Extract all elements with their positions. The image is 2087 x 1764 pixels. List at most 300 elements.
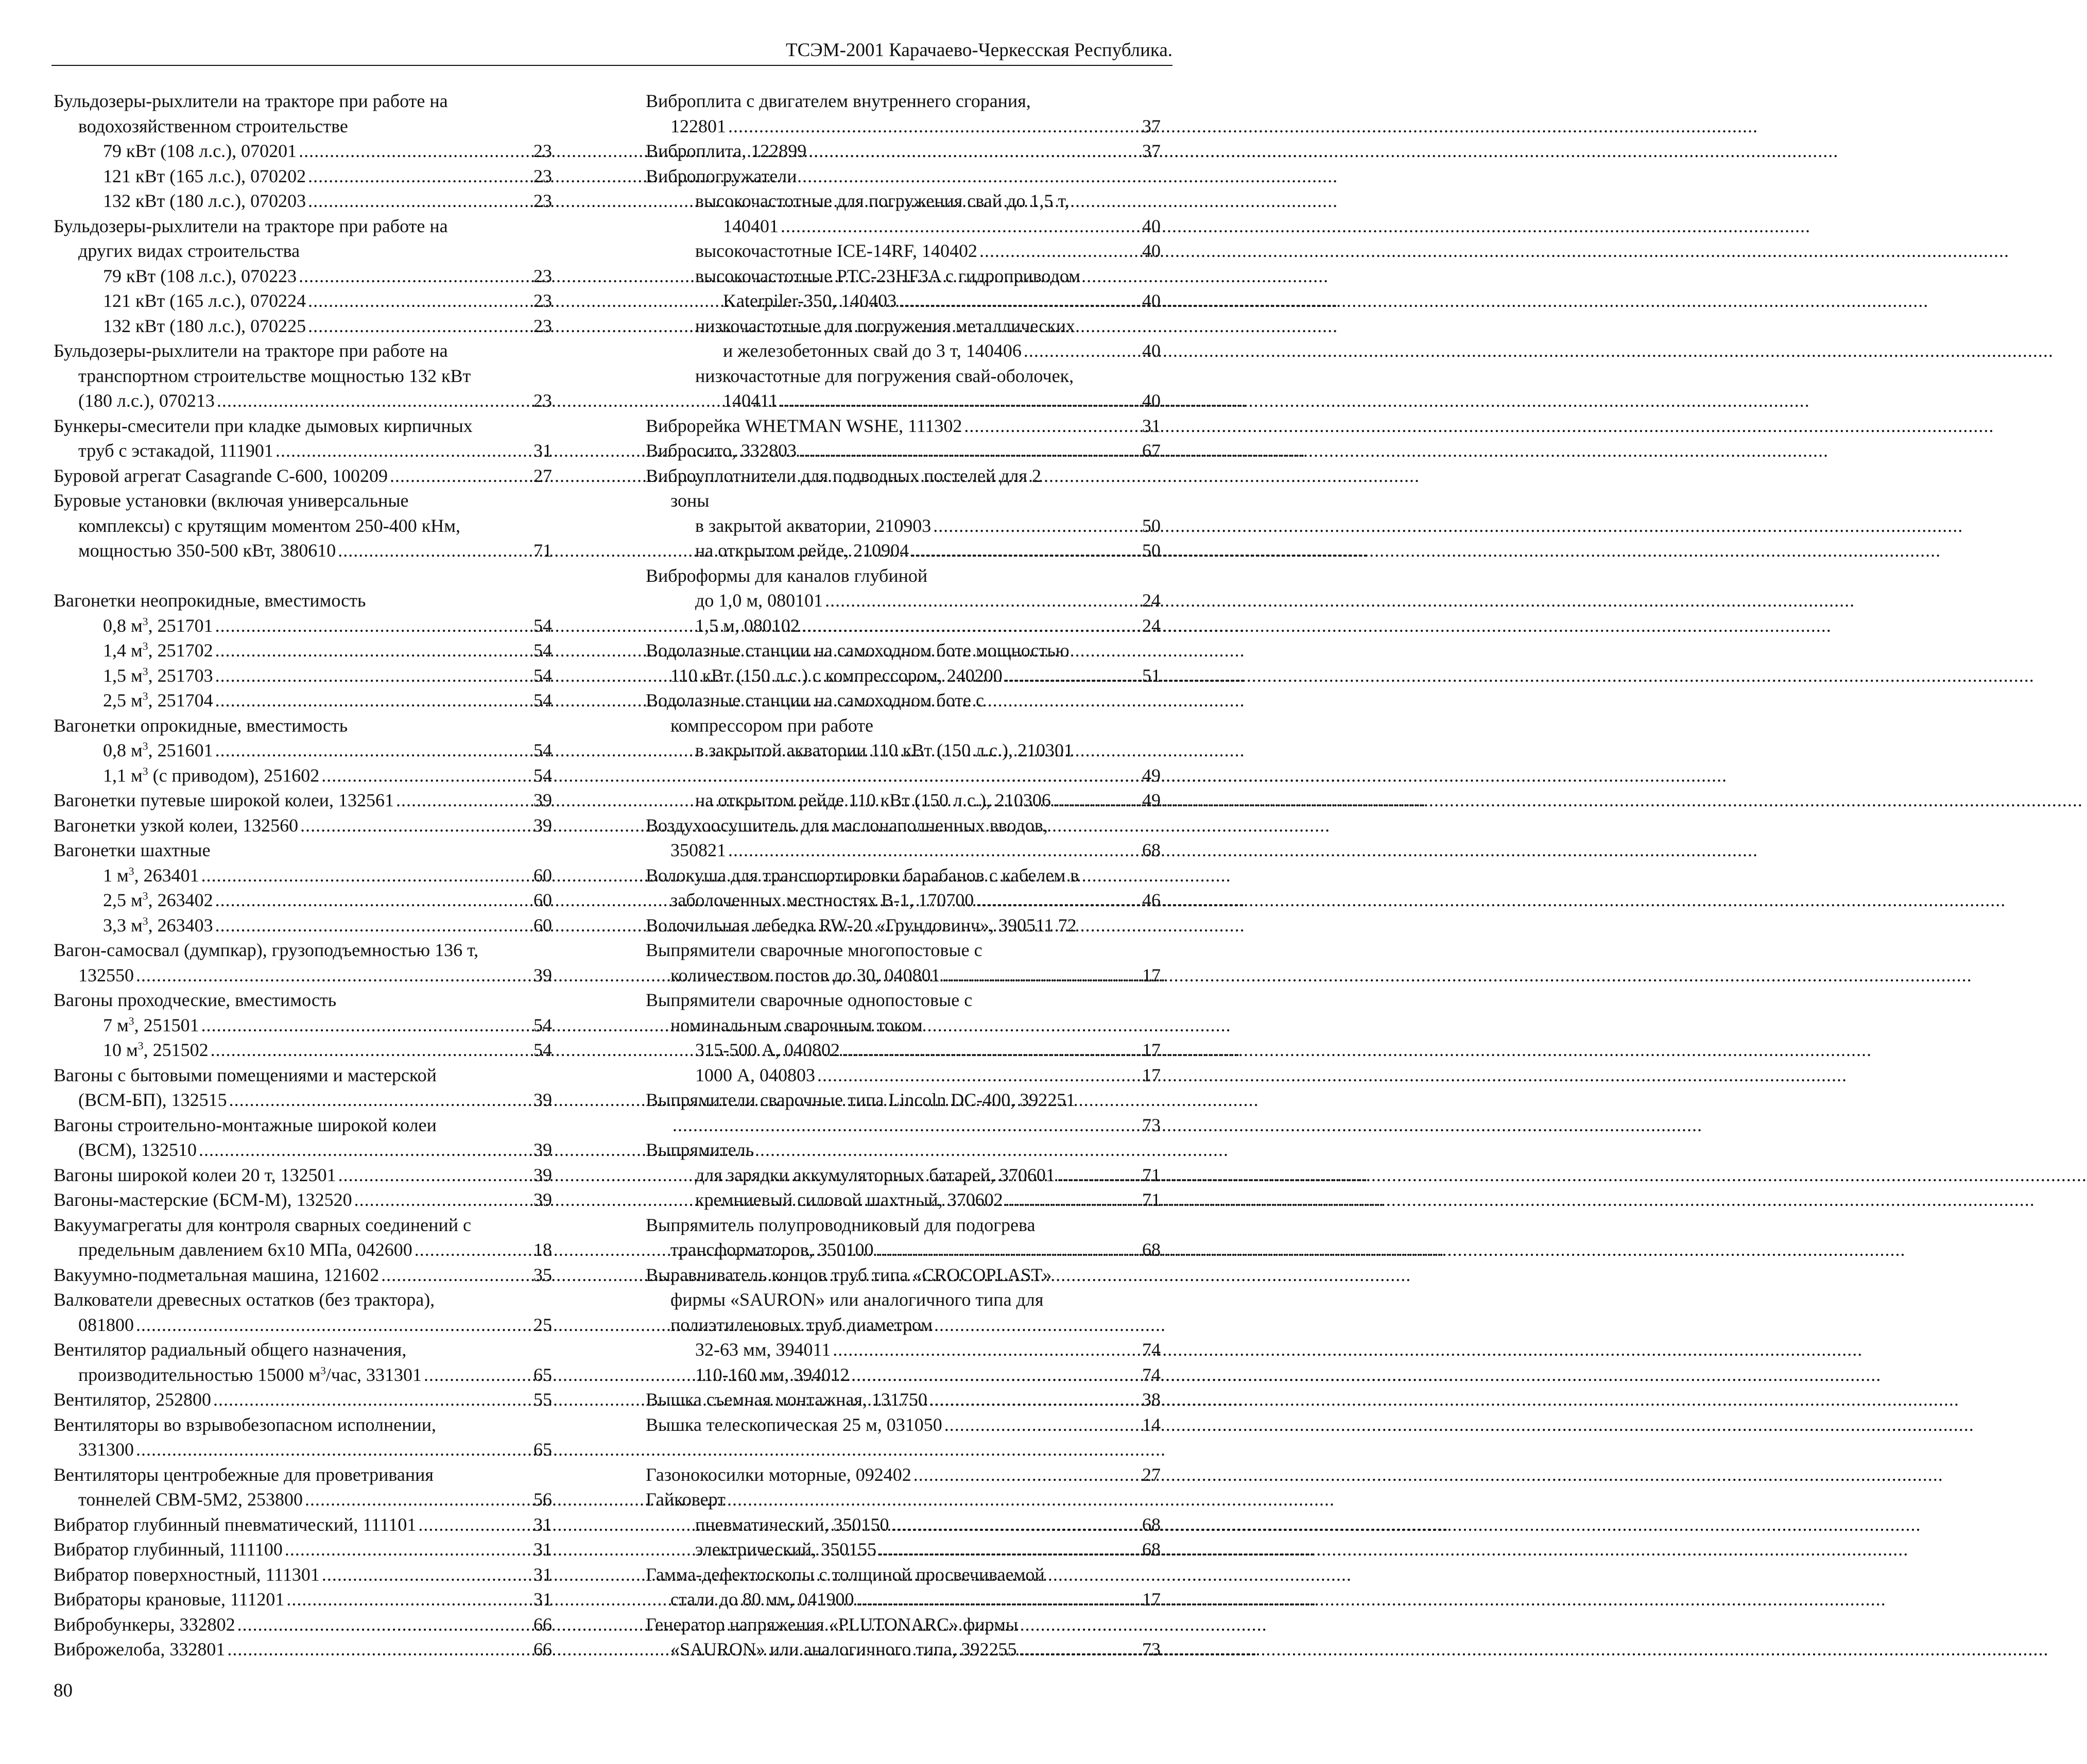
index-entry [646,513,1161,539]
page-ref: 54 [533,690,552,711]
page-ref: 40 [1142,240,1161,261]
dot-leader [929,1387,1140,1412]
dot-leader [381,1263,531,1288]
page-ref: 24 [1142,615,1161,636]
index-entry: Выпрямители сварочные многопостовые с [646,940,982,960]
index-entry [646,438,1161,463]
index-column-right [646,89,1161,1662]
index-entry [646,338,1161,364]
index-entry [54,1187,552,1213]
entry-text: 315-500 А, 040802 [695,1040,840,1060]
dot-leader [781,214,1140,239]
dot-leader [237,1612,531,1637]
dot-leader [215,688,531,713]
index-entry [54,1163,552,1188]
page-ref: 23 [533,265,552,286]
index-entry: Бульдозеры-рыхлители на тракторе при работе на [54,340,448,361]
index-entry [54,1237,552,1263]
entry-text: для зарядки аккумуляторных батарей, 370601 [695,1164,1055,1185]
dot-leader [215,738,531,763]
dot-leader [780,388,1140,413]
entry-text: 122801 [670,115,726,136]
entry-text: стали до 80 мм, 041900 [670,1589,854,1610]
index-entry [646,538,1161,563]
entry-text: Вакуумно-подметальная машина, 121602 [54,1264,380,1285]
page-ref: 31 [533,1589,552,1610]
page-ref: 24 [1142,590,1161,611]
index-entry [54,1587,552,1612]
page-ref: 68 [1142,1514,1161,1535]
entry-text: электрический, 350155 [695,1539,877,1560]
page-ref: 17 [1142,1064,1161,1085]
index-entry: Водолазные станции на самоходном боте мощностью [646,640,1070,661]
entry-text: 1,1 $м^3$ (с приводом), 251602 [103,765,320,786]
index-entry: Вентиляторы центробежные для проветривания [54,1464,434,1485]
index-entry [646,1337,1161,1362]
dot-leader [215,638,531,663]
page-ref: 71 [1142,1164,1161,1185]
dot-leader [213,1387,531,1412]
entry-text: Вибратор глубинный пневматический, 111101 [54,1514,417,1535]
entry-text: 140411 [723,390,778,411]
index-entry: номинальным сварочным током [670,1014,923,1035]
index-entry: компрессором при работе [670,715,874,736]
index-entry: Выпрямители сварочные однопостовые с [646,990,973,1010]
page-ref: 39 [533,1189,552,1210]
page-ref: 54 [533,740,552,760]
entry-text: до 1,0 м, 080101 [695,590,823,611]
entry-text: на открытом рейде, 210904 [695,540,909,561]
entry-text: 350821 [670,840,726,860]
page-ref: 74 [1142,1364,1161,1385]
page-ref: 54 [533,640,552,661]
index-entry [646,114,1161,139]
dot-leader [933,513,1140,539]
page-ref: 39 [533,1089,552,1110]
page-ref: 39 [533,1139,552,1160]
index-entry: Вагонетки шахтные [54,840,211,860]
entry-text: Вагоны-мастерские (БСМ-М), 132520 [54,1189,352,1210]
index-entry: транспортном строительстве мощностью 132 кВт [78,365,471,386]
dot-leader [856,1587,1140,1612]
dot-leader [215,913,531,938]
entry-text: 0,8 $м^3$, 251701 [103,615,213,636]
dot-leader [878,1537,1140,1562]
entry-text: Буровой агрегат Casagrande C-600, 100209 [54,465,388,486]
entry-text: мощностью 350-500 кВт, 380610 [78,540,336,561]
index-entry: Волочильная лебедка RW-20 «Грундовинч», 390511 72 [646,914,1077,936]
index-entry: Вагон-самосвал (думпкар), грузоподъемностью 136 т, [54,940,479,960]
dot-leader [728,114,1140,139]
entry-text: 2,5 $м^3$, 263402 [103,890,213,910]
index-entry: Гамма-дефектоскопы с толщиной просвечиваемой [646,1564,1045,1585]
index-entry [646,888,1161,913]
page-ref: 73 [1142,1114,1161,1135]
entry-text: (180 л.с.), 070213 [78,390,215,411]
entry-text: 121 кВт (165 л.с.), 070202 [103,165,306,186]
entry-text: 0,8 $м^3$, 251601 [103,740,213,760]
page-ref: 31 [533,1564,552,1585]
index-entry [54,1537,552,1562]
dot-leader [215,613,531,638]
index-entry [54,1512,552,1537]
index-entry [646,1412,1161,1438]
page-ref: 27 [533,465,552,486]
dot-leader [308,288,531,314]
dot-leader [1053,788,1140,813]
index-entry [646,1462,1161,1488]
index-entry [646,763,1161,788]
page-ref: 38 [1142,1389,1161,1410]
entry-text: 331300 [78,1439,134,1460]
page-ref: 65 [533,1439,552,1460]
entry-text: кремниевый силовой шахтный, 370602 [695,1189,1003,1210]
dot-leader [1005,1187,1140,1213]
entry-text: Виброрейка WHETMAN WSHE, 111302 [646,415,962,436]
dot-leader [964,413,1140,439]
page-ref: 74 [1142,1339,1161,1360]
index-entry [54,438,552,463]
dot-leader [802,613,1140,638]
entry-text: и железобетонных свай до 3 т, 140406 [723,340,1022,361]
dot-leader [415,1237,531,1263]
index-entry [54,963,552,988]
index-entry: Вентилятор радиальный общего назначения, [54,1339,407,1360]
entry-text: Вентилятор, 252800 [54,1389,212,1410]
index-entry: Вентиляторы во взрывобезопасном исполнении, [54,1414,437,1435]
entry-text: Вышка съемная монтажная, 131750 [646,1389,927,1410]
entry-text: Виброжелоба, 332801 [54,1639,226,1659]
index-entry [646,963,1161,988]
index-entry [54,1562,552,1587]
index-entry [54,663,552,688]
dot-leader [215,888,531,913]
index-entry [646,1187,1161,1213]
dot-leader [338,1163,531,1188]
dot-leader [299,139,531,164]
index-entry [646,288,1161,314]
dot-leader [899,288,1140,314]
page-number: 80 [54,1680,73,1701]
page-ref: 68 [1142,1239,1161,1260]
dot-leader [424,1362,531,1388]
dot-leader [136,1437,531,1462]
index-entry: Виброплита с двигателем внутреннего сгорания, [646,91,1031,111]
page-ref: 31 [1142,415,1161,436]
dot-leader [913,1462,1140,1488]
dot-leader [201,863,531,888]
index-entry [54,738,552,763]
index-entry: водохозяйственном строительстве [78,115,348,136]
page-ref: 40 [1142,390,1161,411]
page-ref: 54 [533,1040,552,1060]
index-entry [54,388,552,413]
page-ref: 17 [1142,1589,1161,1610]
entry-text: Вышка телескопическая 25 м, 031050 [646,1414,942,1435]
dot-leader [842,1037,1140,1063]
index-entry: высокочастотные PTC-23HF3A с гидроприводом [695,265,1080,286]
index-entry: в закрытой акватории 110 кВт (150 л.с.), 210301 [695,740,1074,760]
index-entry [54,1263,552,1288]
index-entry [646,238,1161,264]
index-entry [646,613,1161,638]
page-ref: 40 [1142,290,1161,311]
page-ref: 65 [533,1364,552,1385]
index-entry [646,1637,1161,1662]
entry-text: 1000 А, 040803 [695,1064,815,1085]
index-entry [54,788,552,813]
dot-leader [321,763,531,788]
page-ref: 25 [533,1314,552,1335]
index-entry [646,1113,1161,1138]
index-entry [54,913,552,938]
page-ref: 68 [1142,1539,1161,1560]
page-ref: 18 [533,1239,552,1260]
index-entry: Волокуша для транспортировки барабанов с кабелем в [646,864,1079,886]
index-entry: Вакуумагрегаты для контроля сварных соединений с [54,1214,471,1235]
entry-text: Вибробункеры, 332802 [54,1614,235,1635]
page-ref: 23 [533,390,552,411]
index-entry: Бункеры-смесители при кладке дымовых кирпичных [54,415,473,436]
dot-leader [322,1562,531,1587]
entry-text: 1,4 $м^3$, 251702 [103,640,213,661]
page-ref: 54 [533,665,552,686]
dot-leader [672,1113,1140,1138]
page-ref: 31 [533,1539,552,1560]
index-entry: Вагоны проходческие, вместимость [54,990,337,1010]
index-entry [54,1637,552,1662]
dot-leader [728,838,1140,863]
index-entry [646,588,1161,613]
dot-leader [825,588,1140,613]
index-entry: других видах строительства [78,240,300,261]
page-ref: 50 [1142,515,1161,536]
entry-text: заболоченных местностях В-1, 170700 [670,890,974,910]
entry-text: 110-160 мм, 394012 [695,1364,850,1385]
page-ref: 49 [1142,765,1161,786]
index-entry: низкочастотные для погружения свай-оболочек, [695,365,1074,386]
dot-leader [697,763,1140,788]
dot-leader [211,1037,531,1063]
entry-text: 32-63 мм, 394011 [695,1339,831,1360]
index-entry [646,1387,1161,1412]
index-entry [54,638,552,663]
entry-text: Вибратор глубинный, 111100 [54,1539,283,1560]
dot-leader [286,1587,531,1612]
entry-text: (ВСМ-БП), 132515 [78,1089,227,1110]
index-entry [54,538,552,563]
dot-leader [308,164,531,189]
entry-text: Вагонетки узкой колеи, 132560 [54,815,299,836]
page-ref: 46 [1142,890,1161,910]
entry-text: Газонокосилки моторные, 092402 [646,1464,911,1485]
page-ref: 35 [533,1264,552,1285]
index-entry: Бульдозеры-рыхлители на тракторе при работе на [54,91,448,111]
page-ref: 23 [533,191,552,211]
index-entry [646,413,1161,439]
entry-text: 79 кВт (108 л.с.), 070223 [103,265,297,286]
index-entry [54,1437,552,1462]
index-entry [646,1237,1161,1263]
dot-leader [308,188,531,214]
index-entry: Выпрямитель [646,1139,754,1160]
entry-text: на открытом рейде 110 кВт (150 л.с.), 210306 [695,790,1051,810]
page-ref: 40 [1142,215,1161,236]
dot-leader [201,1013,531,1038]
dot-leader [227,1637,531,1662]
page-ref: 54 [533,765,552,786]
page-ref: 27 [1142,1464,1161,1485]
index-entry [646,214,1161,239]
index-entry [54,813,552,838]
index-entry [54,888,552,913]
index-entry: Вибропогружатели [646,165,797,186]
index-column-left [54,89,552,1662]
dot-leader [1019,1637,1140,1662]
entry-text: Katerpiler-350, 140403 [723,290,897,311]
index-entry: Выравниватель концов труб типа «CROCOPLAST» [646,1264,1052,1285]
entry-text: Виброплита, 122899 [646,141,807,161]
index-entry [54,1312,552,1338]
page-ref: 40 [1142,340,1161,361]
entry-text: 121 кВт (165 л.с.), 070224 [103,290,306,311]
entry-text: 081800 [78,1314,134,1335]
dot-leader [1005,663,1140,688]
index-entry [54,288,552,314]
page-ref: 68 [1142,840,1161,860]
index-entry [54,1037,552,1063]
dot-leader [944,1412,1140,1438]
header-title: ТСЭМ-2001 Карачаево-Черкесская Республика. [786,40,1172,61]
index-entry [54,863,552,888]
dot-leader [354,1187,531,1213]
running-header [51,37,1172,66]
dot-leader [817,1063,1140,1088]
index-entry: Выпрямитель полупроводниковый для подогрева [646,1214,1036,1235]
index-entry: низкочастотные для погружения металлических [695,315,1076,336]
dot-leader [305,1487,531,1512]
entry-text: «SAURON» или аналогичного типа, 392255 [670,1639,1017,1659]
index-entry: Гайковерт [646,1489,726,1510]
entry-text: 79 кВт (108 л.с.), 070201 [103,141,297,161]
entry-text: труб с эстакадой, 111901 [78,440,273,461]
page-ref: 66 [533,1639,552,1659]
index-entry: Вагонетки опрокидные, вместимость [54,715,348,736]
index-entry [54,1087,552,1113]
index-entry: комплексы) с крутящим моментом 250-400 кНм, [78,515,461,536]
dot-leader [300,813,531,838]
index-entry: Валкователи древесных остатков (без трактора), [54,1289,435,1310]
index-entry: Виброформы для каналов глубиной [646,565,928,586]
dot-leader [833,1337,1140,1362]
index-entry [54,1137,552,1163]
entry-text: 7 $м^3$, 251501 [103,1014,199,1035]
index-entry: Виброуплотнители для подводных постелей для 2 [646,465,1041,486]
entry-text: 1,5 $м^3$, 251703 [103,665,213,686]
entry-text: 2,5 $м^3$, 251704 [103,690,213,711]
page-ref: 17 [1142,1040,1161,1060]
dot-leader [285,1537,531,1562]
page-ref: 54 [533,615,552,636]
page-ref: 60 [533,890,552,910]
index-entry [54,1487,552,1512]
index-entry [54,139,552,164]
index-entry [646,838,1161,863]
index-entry [646,1163,1161,1188]
entry-text: количеством постов до 30, 040801 [670,964,940,985]
index-entry [646,1037,1161,1063]
dot-leader [275,438,531,463]
index-entry [54,1612,552,1637]
section-gap [54,563,552,589]
dot-leader [979,238,1140,264]
dot-leader [875,1237,1140,1263]
index-entry: Вагоны строительно-монтажные широкой колеи [54,1114,437,1135]
index-entry [54,188,552,214]
index-entry [54,463,552,489]
entry-text: предельным давлением 6x10 МПа, 042600 [78,1239,412,1260]
index-entry [54,264,552,289]
index-entry [646,663,1161,688]
entry-text: 132 кВт (180 л.с.), 070225 [103,315,306,336]
index-entry [54,613,552,638]
index-entry: высокочастотные для погружения свай до 1,5 т, [695,191,1070,211]
dot-leader [418,1512,531,1537]
entry-text: тоннелей СВМ-5М2, 253800 [78,1489,303,1510]
index-entry [646,1063,1161,1088]
page-ref: 55 [533,1389,552,1410]
index-entry: Вагонетки неопрокидные, вместимость [54,590,366,611]
dot-leader [229,1087,531,1113]
dot-leader [390,463,531,489]
page-ref: 51 [1142,665,1161,686]
index-entry: Водолазные станции на самоходном боте с [646,690,984,711]
page-ref: 54 [533,1014,552,1035]
index-entry [54,1362,552,1388]
dot-leader [851,1362,1140,1388]
dot-leader [976,888,1140,913]
page-ref: 66 [533,1614,552,1635]
index-entry [54,688,552,713]
entry-text: Вагоны широкой колеи 20 т, 132501 [54,1164,336,1185]
dot-leader [308,314,531,339]
page-ref: 60 [533,914,552,936]
index-entry: Генератор напряжения «PLUTONARC» фирмы [646,1614,1019,1635]
page-ref: 60 [533,864,552,886]
index-entry [646,1362,1161,1388]
entry-text: 1 $м^3$, 263401 [103,864,199,886]
dot-leader [799,438,1140,463]
page-ref: 37 [1142,115,1161,136]
dot-leader [338,538,531,563]
entry-text: 1,5 м, 080102 [695,615,800,636]
page-ref: 23 [533,290,552,311]
index-entry [646,1512,1161,1537]
entry-text: Вибраторы крановые, 111201 [54,1589,285,1610]
page-ref: 73 [1142,1639,1161,1659]
entry-text: (ВСМ), 132510 [78,1139,197,1160]
index-entry [54,164,552,189]
entry-text: производительностью 15000 $м^3$/час, 331301 [78,1364,422,1385]
dot-leader [396,788,531,813]
entry-text: 110 кВт (150 л.с.) с компрессором, 240200 [670,665,1003,686]
index-entry: зоны [670,490,710,511]
page-ref: 39 [533,815,552,836]
entry-text: Вагонетки путевые широкой колеи, 132561 [54,790,394,810]
dot-leader [911,538,1140,563]
page-ref: 71 [533,540,552,561]
page-ref: 37 [1142,141,1161,161]
